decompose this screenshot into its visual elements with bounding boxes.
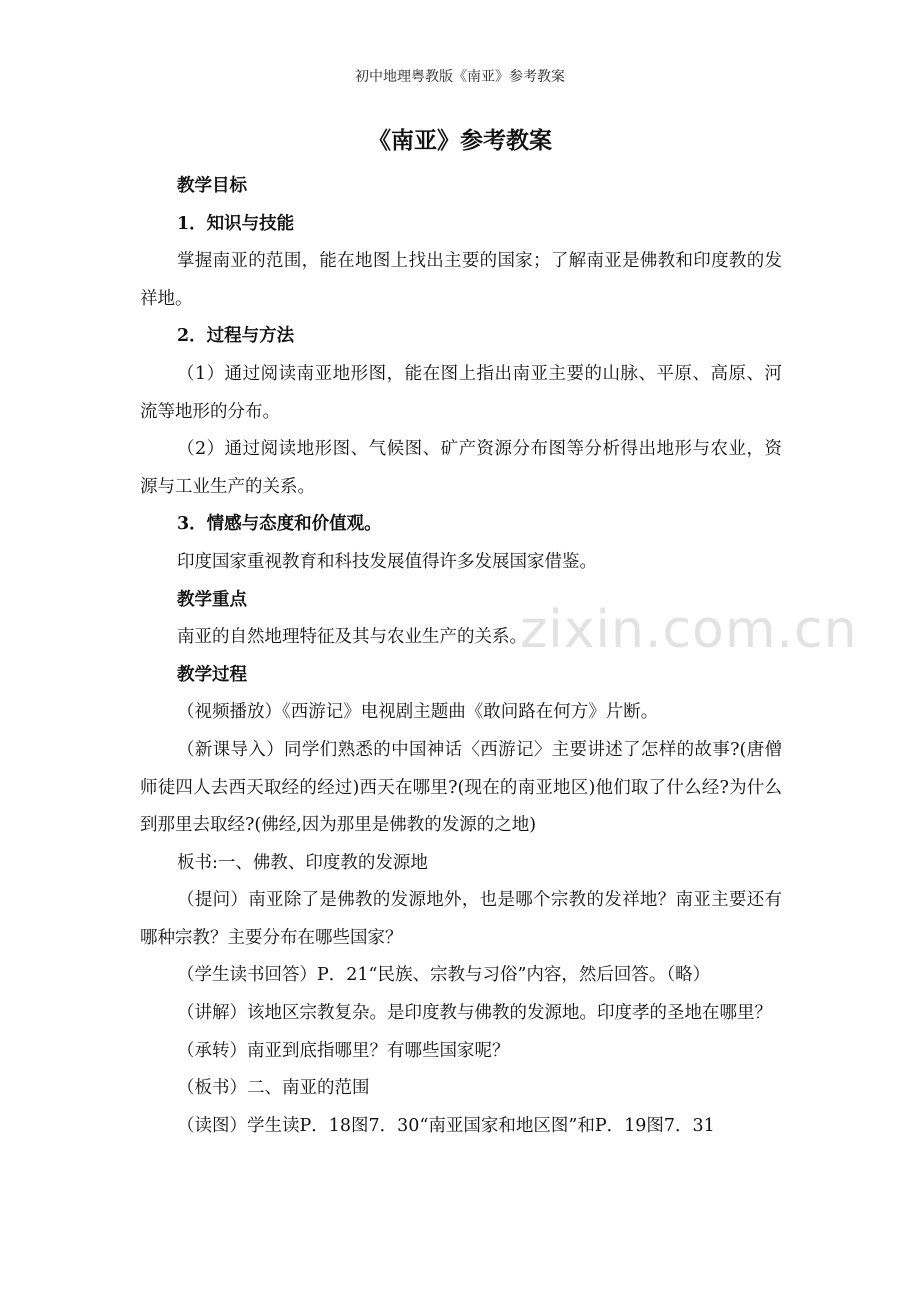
paragraph: （提问）南亚除了是佛教的发源地外，也是哪个宗教的发祥地？南亚主要还有哪种宗教？主要分布在哪些国家？ xyxy=(140,890,782,948)
document-title: 《南亚》参考教案 xyxy=(368,127,552,154)
section-heading: 3．情感与态度和价值观。 xyxy=(177,514,382,535)
paragraph: （学生读书回答）P．21“民族、宗教与习俗”内容，然后回答。（略） xyxy=(177,965,711,986)
paragraph: （视频播放）《西游记》电视剧主题曲《敢问路在何方》片断。 xyxy=(177,702,659,723)
paragraph: （承转）南亚到底指哪里？有哪些国家呢？ xyxy=(177,1040,510,1061)
paragraph: 掌握南亚的范围，能在地图上找出主要的国家；了解南亚是佛教和印度教的发祥地。 xyxy=(140,251,782,309)
paragraph: （1）通过阅读南亚地形图，能在图上指出南亚主要的山脉、平原、高原、河流等地形的分布。 xyxy=(140,363,782,422)
paragraph: 印度国家重视教育和科技发展值得许多发展国家借鉴。 xyxy=(177,551,597,572)
section-heading: 教学目标 xyxy=(177,176,247,196)
paragraph: 南亚的自然地理特征及其与农业生产的关系。 xyxy=(177,627,527,648)
document-body xyxy=(140,168,782,1145)
paragraph: （讲解）该地区宗教复杂。是印度教与佛教的发源地。印度孝的圣地在哪里？ xyxy=(177,1003,772,1024)
paragraph: （板书）二、南亚的范围 xyxy=(177,1078,370,1099)
section-heading: 教学过程 xyxy=(177,664,247,685)
section-heading: 1．知识与技能 xyxy=(177,213,295,234)
section-heading: 教学重点 xyxy=(177,589,247,610)
watermark: zixin.com.cn xyxy=(520,600,858,660)
section-heading: 2．过程与方法 xyxy=(177,326,295,347)
paragraph: （读图）学生读P．18图7．30“南亚国家和地区图”和P．19图7．31 xyxy=(177,1115,715,1136)
page-header: 初中地理粤教版《南亚》参考教案 xyxy=(355,69,565,85)
paragraph: （新课导入）同学们熟悉的中国神话〈西游记〉主要讲述了怎样的故事?(唐僧师徒四人去西天取经的经过)西天在哪里?(现在的南亚地区)他们取了什么经?为什么到那里去取经?(佛经,因为那里是佛教的发源的之地) xyxy=(140,739,782,836)
paragraph: 板书:一、佛教、印度教的发源地 xyxy=(177,852,428,873)
paragraph: （2）通过阅读地形图、气候图、矿产资源分布图等分析得出地形与农业，资源与工业生产的关系。 xyxy=(140,439,782,497)
